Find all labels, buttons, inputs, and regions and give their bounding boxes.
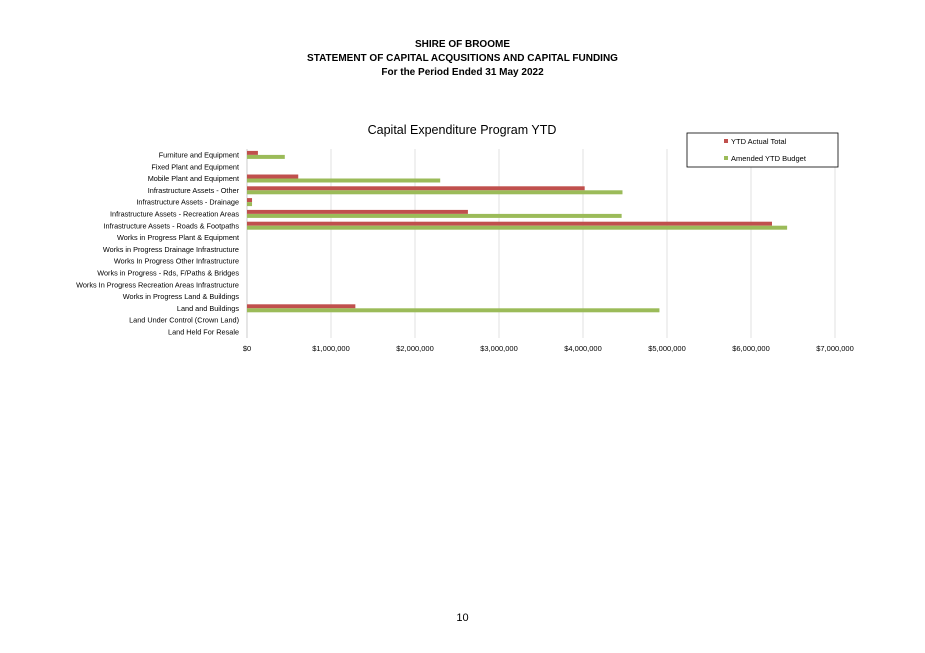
x-tick-label-4: $4,000,000 — [564, 344, 602, 353]
bar-budget-2 — [247, 179, 440, 183]
category-label-6: Infrastructure Assets - Roads & Footpaths — [103, 221, 239, 231]
legend — [687, 133, 838, 167]
legend-label-actual: YTD Actual Total — [731, 137, 787, 146]
category-label-8: Works in Progress Drainage Infrastructure — [102, 244, 239, 254]
bar-actual-6 — [247, 222, 772, 226]
bar-budget-3 — [247, 190, 622, 194]
bar-budget-0 — [247, 155, 285, 159]
category-label-13: Land and Buildings — [176, 303, 239, 313]
category-label-14: Land Under Control (Crown Land) — [129, 315, 239, 325]
x-tick-label-5: $5,000,000 — [648, 344, 686, 353]
x-tick-label-3: $3,000,000 — [480, 344, 518, 353]
category-label-0: Furniture and Equipment — [158, 150, 239, 160]
category-label-9: Works In Progress Other Infrastructure — [113, 256, 239, 266]
category-label-12: Works in Progress Land & Buildings — [122, 292, 239, 302]
category-label-5: Infrastructure Assets - Recreation Areas — [110, 209, 239, 219]
bar-actual-13 — [247, 304, 355, 308]
bar-actual-2 — [247, 175, 298, 179]
x-tick-label-7: $7,000,000 — [816, 344, 854, 353]
x-axis-ticks — [243, 344, 854, 353]
category-label-4: Infrastructure Assets - Drainage — [136, 197, 239, 207]
report-statement-title: STATEMENT OF CAPITAL ACQUSITIONS AND CAPITAL FUNDING — [307, 53, 618, 64]
report-period: For the Period Ended 31 May 2022 — [381, 67, 544, 78]
x-tick-label-2: $2,000,000 — [396, 344, 434, 353]
x-tick-label-1: $1,000,000 — [312, 344, 350, 353]
bars — [247, 151, 787, 312]
chart-title: Capital Expenditure Program YTD — [367, 123, 557, 137]
legend-swatch-actual — [724, 139, 728, 143]
legend-label-budget: Amended YTD Budget — [731, 154, 806, 163]
category-label-2: Mobile Plant and Equipment — [147, 174, 239, 184]
x-tick-label-0: $0 — [242, 344, 252, 353]
report-org-title: SHIRE OF BROOME — [414, 39, 510, 50]
category-label-7: Works in Progress Plant & Equipment — [117, 233, 239, 243]
bar-actual-5 — [247, 210, 468, 214]
bar-actual-0 — [247, 151, 258, 155]
category-label-3: Infrastructure Assets - Other — [147, 185, 239, 195]
page-number: 10 — [456, 612, 469, 624]
bar-actual-3 — [247, 186, 585, 190]
bar-budget-13 — [247, 308, 659, 312]
legend-swatch-budget — [724, 156, 728, 160]
category-labels — [76, 151, 239, 337]
category-label-11: Works In Progress Recreation Areas Infrastructure — [76, 280, 239, 290]
x-tick-label-6: $6,000,000 — [732, 344, 770, 353]
category-label-10: Works in Progress - Rds, F/Paths & Bridges — [97, 268, 239, 278]
bar-budget-5 — [247, 214, 622, 218]
category-label-1: Fixed Plant and Equipment — [151, 162, 239, 172]
bar-budget-4 — [247, 202, 252, 206]
bar-budget-6 — [247, 226, 787, 230]
bar-actual-4 — [247, 198, 252, 202]
category-label-15: Land Held For Resale — [168, 327, 239, 337]
